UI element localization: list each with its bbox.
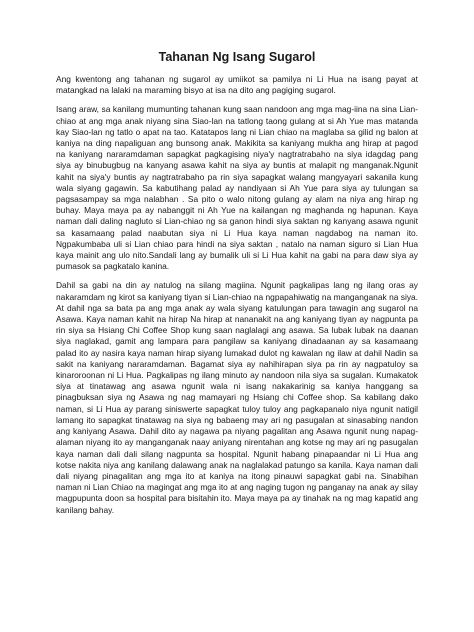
paragraph-2: Isang araw, sa kanilang mumunting tahanan kung saan nandoon ang mga mag-iina na sina Lian-chiao at ang mga anak niyang sina Siao-lan na tatlong taong gulang at si Ah Yue mas matanda kay Siao-lan ng tatlo o apat na tao. Katatapos lang ni Lian chiao na maglaba sa gilid ng balon at kaniya na ding napaliguan ang bunsong anak. Makikita sa kaniyang mukha ang hirap at pagod na kaniyang nararamdaman sapagkat pagkagising niya'y nagtratrabaho na siya idagdag pang siya ay binubugbug na kanyang asawa kahit na siya ay buntis at malapit ng manganak.Ngunit kahit na siya'y buntis ay nagtratrabaho pa rin siya sapagkat walang mangyayari sakanila kung wala siyang gagawin. Sa kabutihang palad ay nandiyaan si Ah Yue para siya ay tulungan sa pagsasampay sa mga nalabhan . Sa pito o walo nitong gulang ay alam na niya ang hirap ng buhay. Maya maya pa ay nabanggit ni Ah Yue na kailangan ng maghanda ng hapunan. Kaya naman dali daling nagluto si Lian-chiao ng sa ganon hindi siya saktan ng kanyang asawa ngunit sa kasamaang palad naabutan siya ni Li Hua kaya naman nagdabog na naman ito. Ngpakumbaba uli si Lian chiao para hindi na siya saktan , natalo na naman siguro si Lian Hua kaya mainit ang ulo nito.Sandali lang ay bumalik uli si Li Hua kahit na gabi na para daw siya ay pumasok sa pagkatalo kanina.: [56, 104, 418, 272]
paragraph-3: Dahil sa gabi na din ay natulog na silang magiina. Ngunit pagkalipas lang ng ilang oras ay nakaramdam ng kirot sa kaniyang tiyan si Lian-chiao na ngpapahiwatig na manganganak na siya. At dahil nga sa bata pa ang mga anak ay wala siyang katulungan para tawagin ang sugarol na Asawa. Kaya naman kahit na hirap Na hirap at nananakit na ang kaniyang tiyan ay nagpunta pa rin siya sa Hsiang Chi Coffee Shop kung saan naglalagi ang asawa. Sa lubak lubak na daanan siya naglakad, gamit ang lampara para pangilaw sa kaniyang dinadaanan ay sa kasamaang palad ito ay nasira kaya naman hirap siyang lumakad dulot ng kawalan ng ilaw at dahil Nadin sa sakit na kaniyang nararamdaman. Bagamat siya ay nahihirapan siya pa rin ay nagpatuloy sa kinaroroonan ni Li Hua. Pagkalipas ng ilang minuto ay nandoon nila siya sa sugalan. Kumakatok siya at tinatawag ang asawa ngunit wala ni isang nakakarinig sa kaniya hanggang sa pinagbuksan siya ng Asawa ng nag mamayari ng Hsiang chi Coffee shop. Sa kabilang dako naman, si Li Hua ay parang siniswerte sapagkat tuloy tuloy ang pagkapanalo niya ngunit natigil lamang ito sapagkat tinatawag na siya ng babaeng may ari ng pasugalan at sinasabing nandon ang kaniyang Asawa. Dahil dito ay nagawa pa niyang pagalitan ang Asawa ngunit nung napag-alaman niyang ito ay manganganak naay aniyang nirentahan ang kotse ng may ari ng pasugalan kaya naman dali dali silang nagpunta sa hospital. Ngunit habang pinapaandar ni Li Hua ang kotse nakita niya ang kanilang dalawang anak na naglalakad patungo sa kanila. Kaya naman dali dali niyang pinagalitan ang mga ito at kaniya na itong pinauwi sapagkat gabi na. Sinabihan naman ni Lian Chiao na magingat ang mga ito at ang naging tugon ng panganay na anak ay silay magpupunta doon sa hospital para bisitahin ito. Maya maya pa ay tinahak na ng mag kapatid ang kanilang bahay.: [56, 280, 418, 515]
paragraph-1: Ang kwentong ang tahanan ng sugarol ay umiikot sa pamilya ni Li Hua na isang payat at matangkad na lalaki na maraming bisyo at isa na dito ang pagiging sugarol.: [56, 74, 418, 96]
document-title: Tahanan Ng Isang Sugarol: [158, 50, 316, 64]
